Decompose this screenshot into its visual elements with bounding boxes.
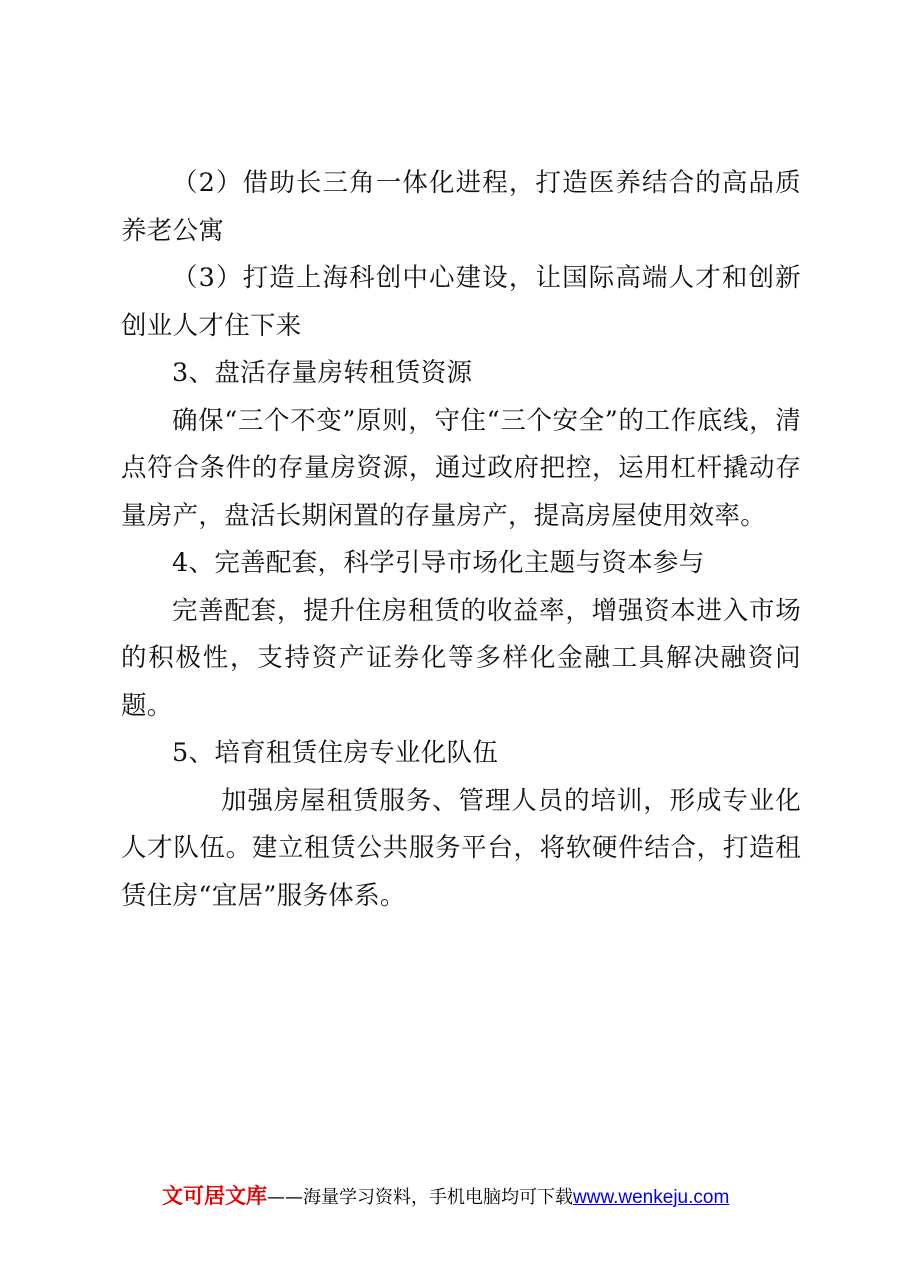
document-body [121,160,801,920]
footer-tagline: ——海量学习资料，手机电脑均可下载 [267,1187,573,1208]
paragraph-item-3: （3）打造上海科创中心建设，让国际高端人才和创新创业人才住下来 [121,263,801,341]
paragraph-section-4: 完善配套，提升住房租赁的收益率，增强资本进入市场的积极性，支持资产证券化等多样化金融工具解决融资问题。 [121,595,801,721]
paragraph-section-5: 加强房屋租赁服务、管理人员的培训，形成专业化人才队伍。建立租赁公共服务平台，将软硬件结合，打造租赁住房“宜居”服务体系。 [121,785,801,911]
paragraph-item-2: （2）借助长三角一体化进程，打造医养结合的高品质养老公寓 [121,168,801,246]
footer-link[interactable]: www.wenkeju.com [573,1187,730,1208]
paragraph-section-3: 确保“三个不变”原则，守住“三个安全”的工作底线，清点符合条件的存量房资源，通过政府把控，运用杠杆撬动存量房产，盘活长期闲置的存量房产，提高房屋使用效率。 [121,405,801,531]
section-heading-4: 4、完善配套，科学引导市场化主题与资本参与 [172,548,705,578]
section-heading-5: 5、培育租赁住房专业化队伍 [172,738,499,768]
footer-banner [162,1181,782,1213]
section-heading-3: 3、盘活存量房转租赁资源 [172,358,473,388]
footer-brand: 文可居文库 [162,1184,267,1208]
